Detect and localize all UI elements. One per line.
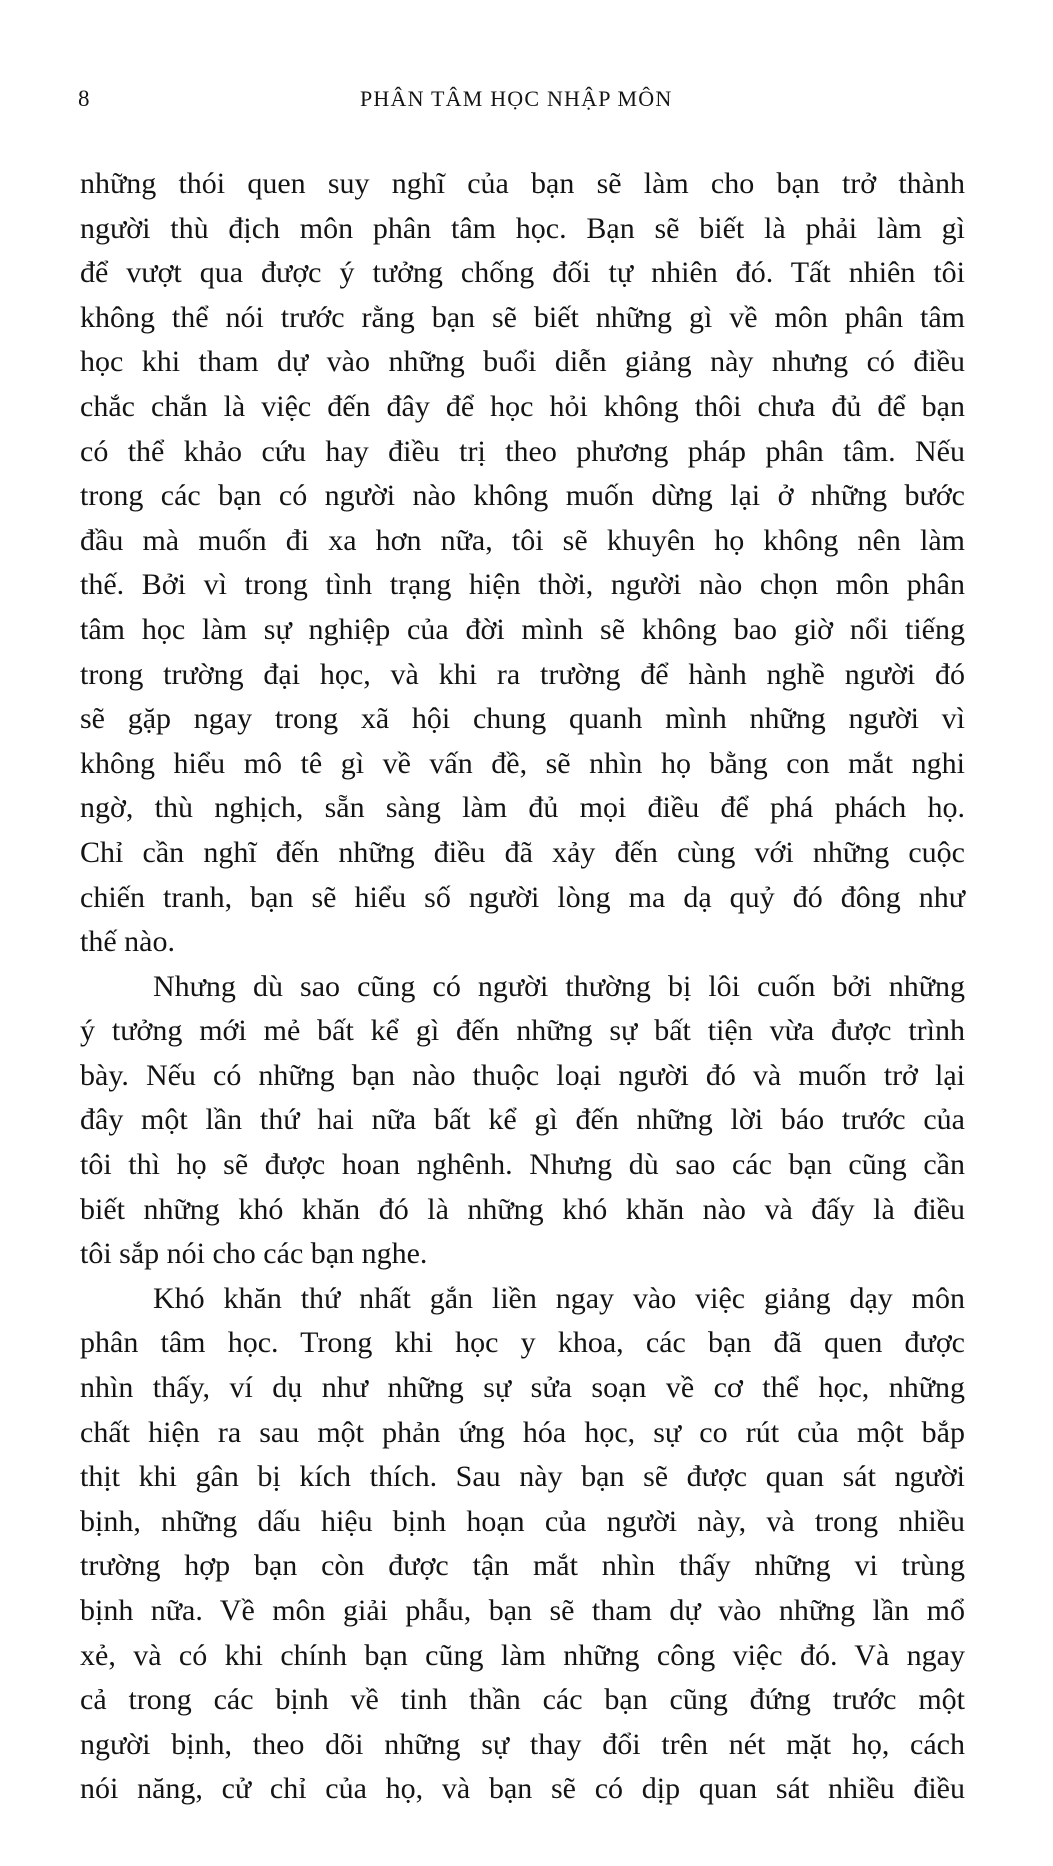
text-line: Khó khăn thứ nhất gắn liền ngay vào việc giảng dạy môn — [153, 1281, 965, 1315]
body-text — [80, 162, 965, 1812]
text-line: trường hợp bạn còn được tận mắt nhìn thấy những vi trùng — [80, 1549, 965, 1583]
text-line: đầu mà muốn đi xa hơn nữa, tôi sẽ khuyên họ không nên làm — [80, 523, 965, 557]
text-line: để vượt qua được ý tưởng chống đối tự nhiên đó. Tất nhiên tôi — [80, 256, 965, 290]
text-line: trong trường đại học, và khi ra trường để hành nghề người đó — [80, 657, 965, 691]
text-line: bịnh, những dấu hiệu bịnh hoạn của người này, và trong nhiều — [80, 1504, 965, 1538]
paragraph-3 — [80, 1277, 965, 1812]
text-line: đây một lần thứ hai nữa bất kể gì đến những lời báo trước của — [80, 1103, 965, 1137]
text-line: người thù địch môn phân tâm học. Bạn sẽ biết là phải làm gì — [80, 211, 965, 245]
text-line: ý tưởng mới mẻ bất kể gì đến những sự bất tiện vừa được trình — [80, 1014, 965, 1048]
text-line: cả trong các bịnh về tinh thần các bạn cũng đứng trước một — [80, 1683, 965, 1717]
text-line: Chỉ cần nghĩ đến những điều đã xảy đến cùng với những cuộc — [80, 835, 965, 869]
running-title: PHÂN TÂM HỌC NHẬP MÔN — [360, 86, 673, 111]
text-line: học khi tham dự vào những buổi diễn giảng này nhưng có điều — [80, 345, 965, 379]
text-line: chiến tranh, bạn sẽ hiểu số người lòng ma dạ quỷ đó đông như — [80, 880, 965, 914]
text-line: tôi sắp nói cho các bạn nghe. — [80, 1237, 428, 1271]
text-line: trong các bạn có người nào không muốn dừng lại ở những bước — [80, 479, 965, 513]
page-number: 8 — [78, 86, 90, 111]
text-line: ngờ, thù nghịch, sẵn sàng làm đủ mọi điều để phá phách họ. — [80, 791, 965, 825]
text-line: nói năng, cử chỉ của họ, và bạn sẽ có dịp quan sát nhiều điều — [80, 1772, 965, 1806]
text-line: chất hiện ra sau một phản ứng hóa học, sự co rút của một bắp — [80, 1415, 965, 1449]
running-header — [0, 86, 1053, 116]
text-line: không thể nói trước rằng bạn sẽ biết những gì về môn phân tâm — [80, 300, 965, 334]
text-line: thế nào. — [80, 925, 175, 959]
text-line: những thói quen suy nghĩ của bạn sẽ làm cho bạn trở thành — [80, 167, 965, 200]
text-line: có thể khảo cứu hay điều trị theo phương pháp phân tâm. Nếu — [80, 434, 965, 468]
text-line: sẽ gặp ngay trong xã hội chung quanh mình những người vì — [80, 702, 965, 736]
text-line: tôi thì họ sẽ được hoan nghênh. Nhưng dù sao các bạn cũng cần — [80, 1148, 965, 1182]
text-line: phân tâm học. Trong khi học y khoa, các bạn đã quen được — [80, 1326, 965, 1360]
text-line: bày. Nếu có những bạn nào thuộc loại người đó và muốn trở lại — [80, 1058, 965, 1092]
text-line: thế. Bởi vì trong tình trạng hiện thời, người nào chọn môn phân — [80, 568, 965, 602]
text-line: bịnh nữa. Về môn giải phẫu, bạn sẽ tham dự vào những lần mổ — [80, 1594, 965, 1627]
text-line: biết những khó khăn đó là những khó khăn nào và đấy là điều — [80, 1192, 965, 1226]
text-line: nhìn thấy, ví dụ như những sự sửa soạn về cơ thể học, những — [80, 1371, 965, 1405]
paragraph-1 — [80, 162, 965, 965]
paragraph-2 — [80, 965, 965, 1277]
text-line: chắc chắn là việc đến đây để học hỏi không thôi chưa đủ để bạn — [80, 389, 965, 423]
text-line: Nhưng dù sao cũng có người thường bị lôi cuốn bởi những — [153, 969, 965, 1003]
text-line: xẻ, và có khi chính bạn cũng làm những công việc đó. Và ngay — [80, 1638, 965, 1672]
text-line: tâm học làm sự nghiệp của đời mình sẽ không bao giờ nổi tiếng — [80, 612, 965, 646]
text-line: thịt khi gân bị kích thích. Sau này bạn sẽ được quan sát người — [80, 1460, 965, 1494]
text-line: không hiểu mô tê gì về vấn đề, sẽ nhìn họ bằng con mắt nghi — [80, 746, 965, 780]
text-line: người bịnh, theo dõi những sự thay đổi trên nét mặt họ, cách — [80, 1727, 965, 1761]
